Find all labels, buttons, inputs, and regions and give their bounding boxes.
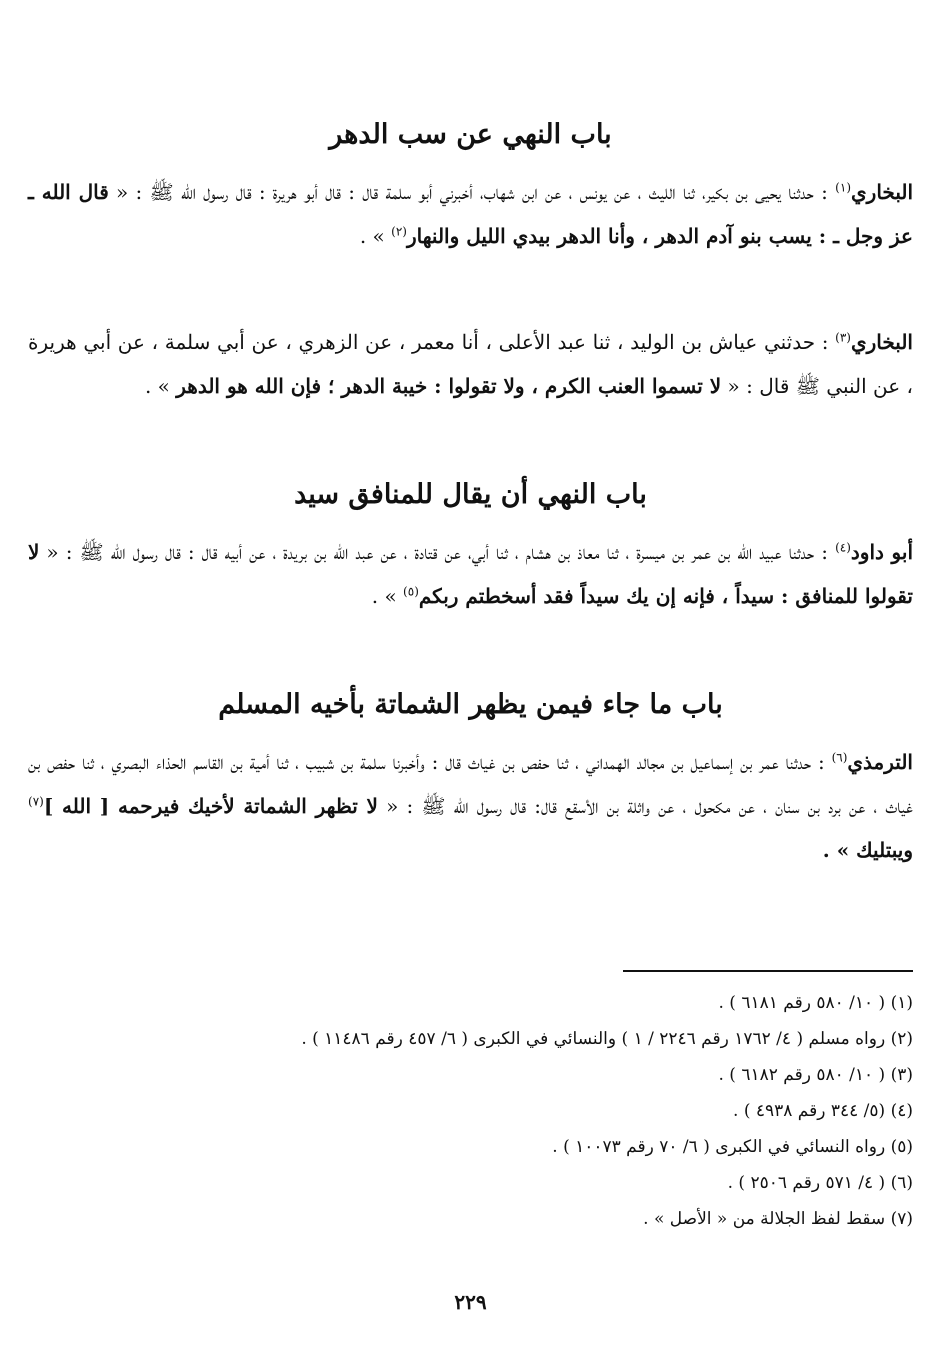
section-heading: باب ما جاء فيمن يظهر الشماتة بأخيه المسلم [218, 689, 723, 720]
matn-text: قال الله ـ عز وجل ـ : يسب بنو آدم الدهر ، وأنا الدهر بيدي الليل والنهار [28, 180, 913, 248]
hadith-paragraph [28, 740, 913, 872]
source-name: البخاري [851, 180, 914, 204]
footnote-divider [623, 970, 913, 972]
footnote: (٧) سقط لفظ الجلالة من « الأصل » . [643, 1209, 913, 1229]
footnote: (١) ( ١٠/ ٥٨٠ رقم ٦١٨١ ) . [718, 993, 913, 1013]
footnote: (٦) ( ٤/ ٥٧١ رقم ٢٥٠٦ ) . [727, 1173, 913, 1193]
hadith-paragraph [28, 170, 913, 258]
matn-text: لا تقولوا للمنافق : سيداً ، فإنه إن يك سيداً فقد أسخطتم ربكم [28, 540, 913, 608]
closing-text: ويبتليك » . [822, 838, 913, 862]
closing-text: » . [144, 374, 177, 398]
hadith-paragraph [28, 530, 913, 618]
isnad-text: : حدثنا عمر بن إسماعيل بن مجالد الهمداني ، ثنا حفص بن غياث قال : وأخبرنا سلمة بن شبيب ، ثنا أمية بن القاسم الحذاء البصري ، ثنا حفص بن غياث ، عن برد بن سنان ، عن مكحول ، عن واثلة بن الأسقع قال: قال رسول الله ﷺ : « [28, 750, 913, 818]
closing-text: » . [371, 584, 404, 608]
section-heading: باب النهي عن سب الدهر [329, 119, 612, 150]
footnote: (٢) رواه مسلم ( ٤/ ١٧٦٢ رقم ٢٢٤٦ / ١ ) والنسائي في الكبرى ( ٦/ ٤٥٧ رقم ١١٤٨٦ ) . [301, 1029, 913, 1049]
isnad-text: : حدثنا عبيد الله بن عمر بن ميسرة ، ثنا معاذ بن هشام ، ثنا أبي، عن قتادة ، عن عبد الله بن بريدة ، عن أبيه قال : قال رسول الله ﷺ : « [39, 540, 836, 564]
footnote: (٣) ( ١٠/ ٥٨٠ رقم ٦١٨٢ ) . [718, 1065, 913, 1085]
footnote: (٤) (٥/ ٣٤٤ رقم ٤٩٣٨ ) . [733, 1101, 913, 1121]
source-name: الترمذي [847, 750, 913, 774]
source-name: البخاري [850, 330, 913, 354]
isnad-text: : حدثني عياش بن الوليد ، ثنا عبد الأعلى ، أنا معمر ، عن الزهري ، عن أبي سلمة ، عن أبي هريرة ، عن النبي ﷺ قال : « [28, 330, 913, 398]
footnote-ref[interactable]: (٥) [403, 584, 419, 599]
footnote-ref[interactable]: (٦) [831, 750, 848, 765]
matn-text: لا تظهر الشماتة لأخيك فيرحمه [ الله ] [43, 794, 378, 818]
footnote: (٥) رواه النسائي في الكبرى ( ٦/ ٧٠ رقم ١٠٠٧٣ ) . [552, 1137, 913, 1157]
source-name: أبو داود [850, 540, 914, 564]
closing-text: » . [359, 224, 392, 248]
footnote-ref[interactable]: (٤) [835, 540, 851, 555]
section-heading: باب النهي أن يقال للمنافق سيد [294, 479, 647, 510]
hadith-paragraph [28, 320, 913, 408]
matn-text: لا تسموا العنب الكرم ، ولا تقولوا : خيبة الدهر ؛ فإن الله هو الدهر [176, 374, 722, 398]
footnote-ref[interactable]: (١) [835, 180, 851, 195]
footnote-ref[interactable]: (٧) [28, 794, 44, 809]
footnote-ref[interactable]: (٢) [391, 224, 407, 239]
page-number: ٢٢٩ [454, 1290, 487, 1314]
isnad-text: : حدثنا يحيى بن بكير، ثنا الليث ، عن يونس ، عن ابن شهاب، أخبرني أبو سلمة قال : قال أبو هريرة : قال رسول الله ﷺ : « [108, 180, 836, 204]
footnotes [28, 985, 913, 1237]
footnote-ref[interactable]: (٣) [835, 330, 851, 345]
